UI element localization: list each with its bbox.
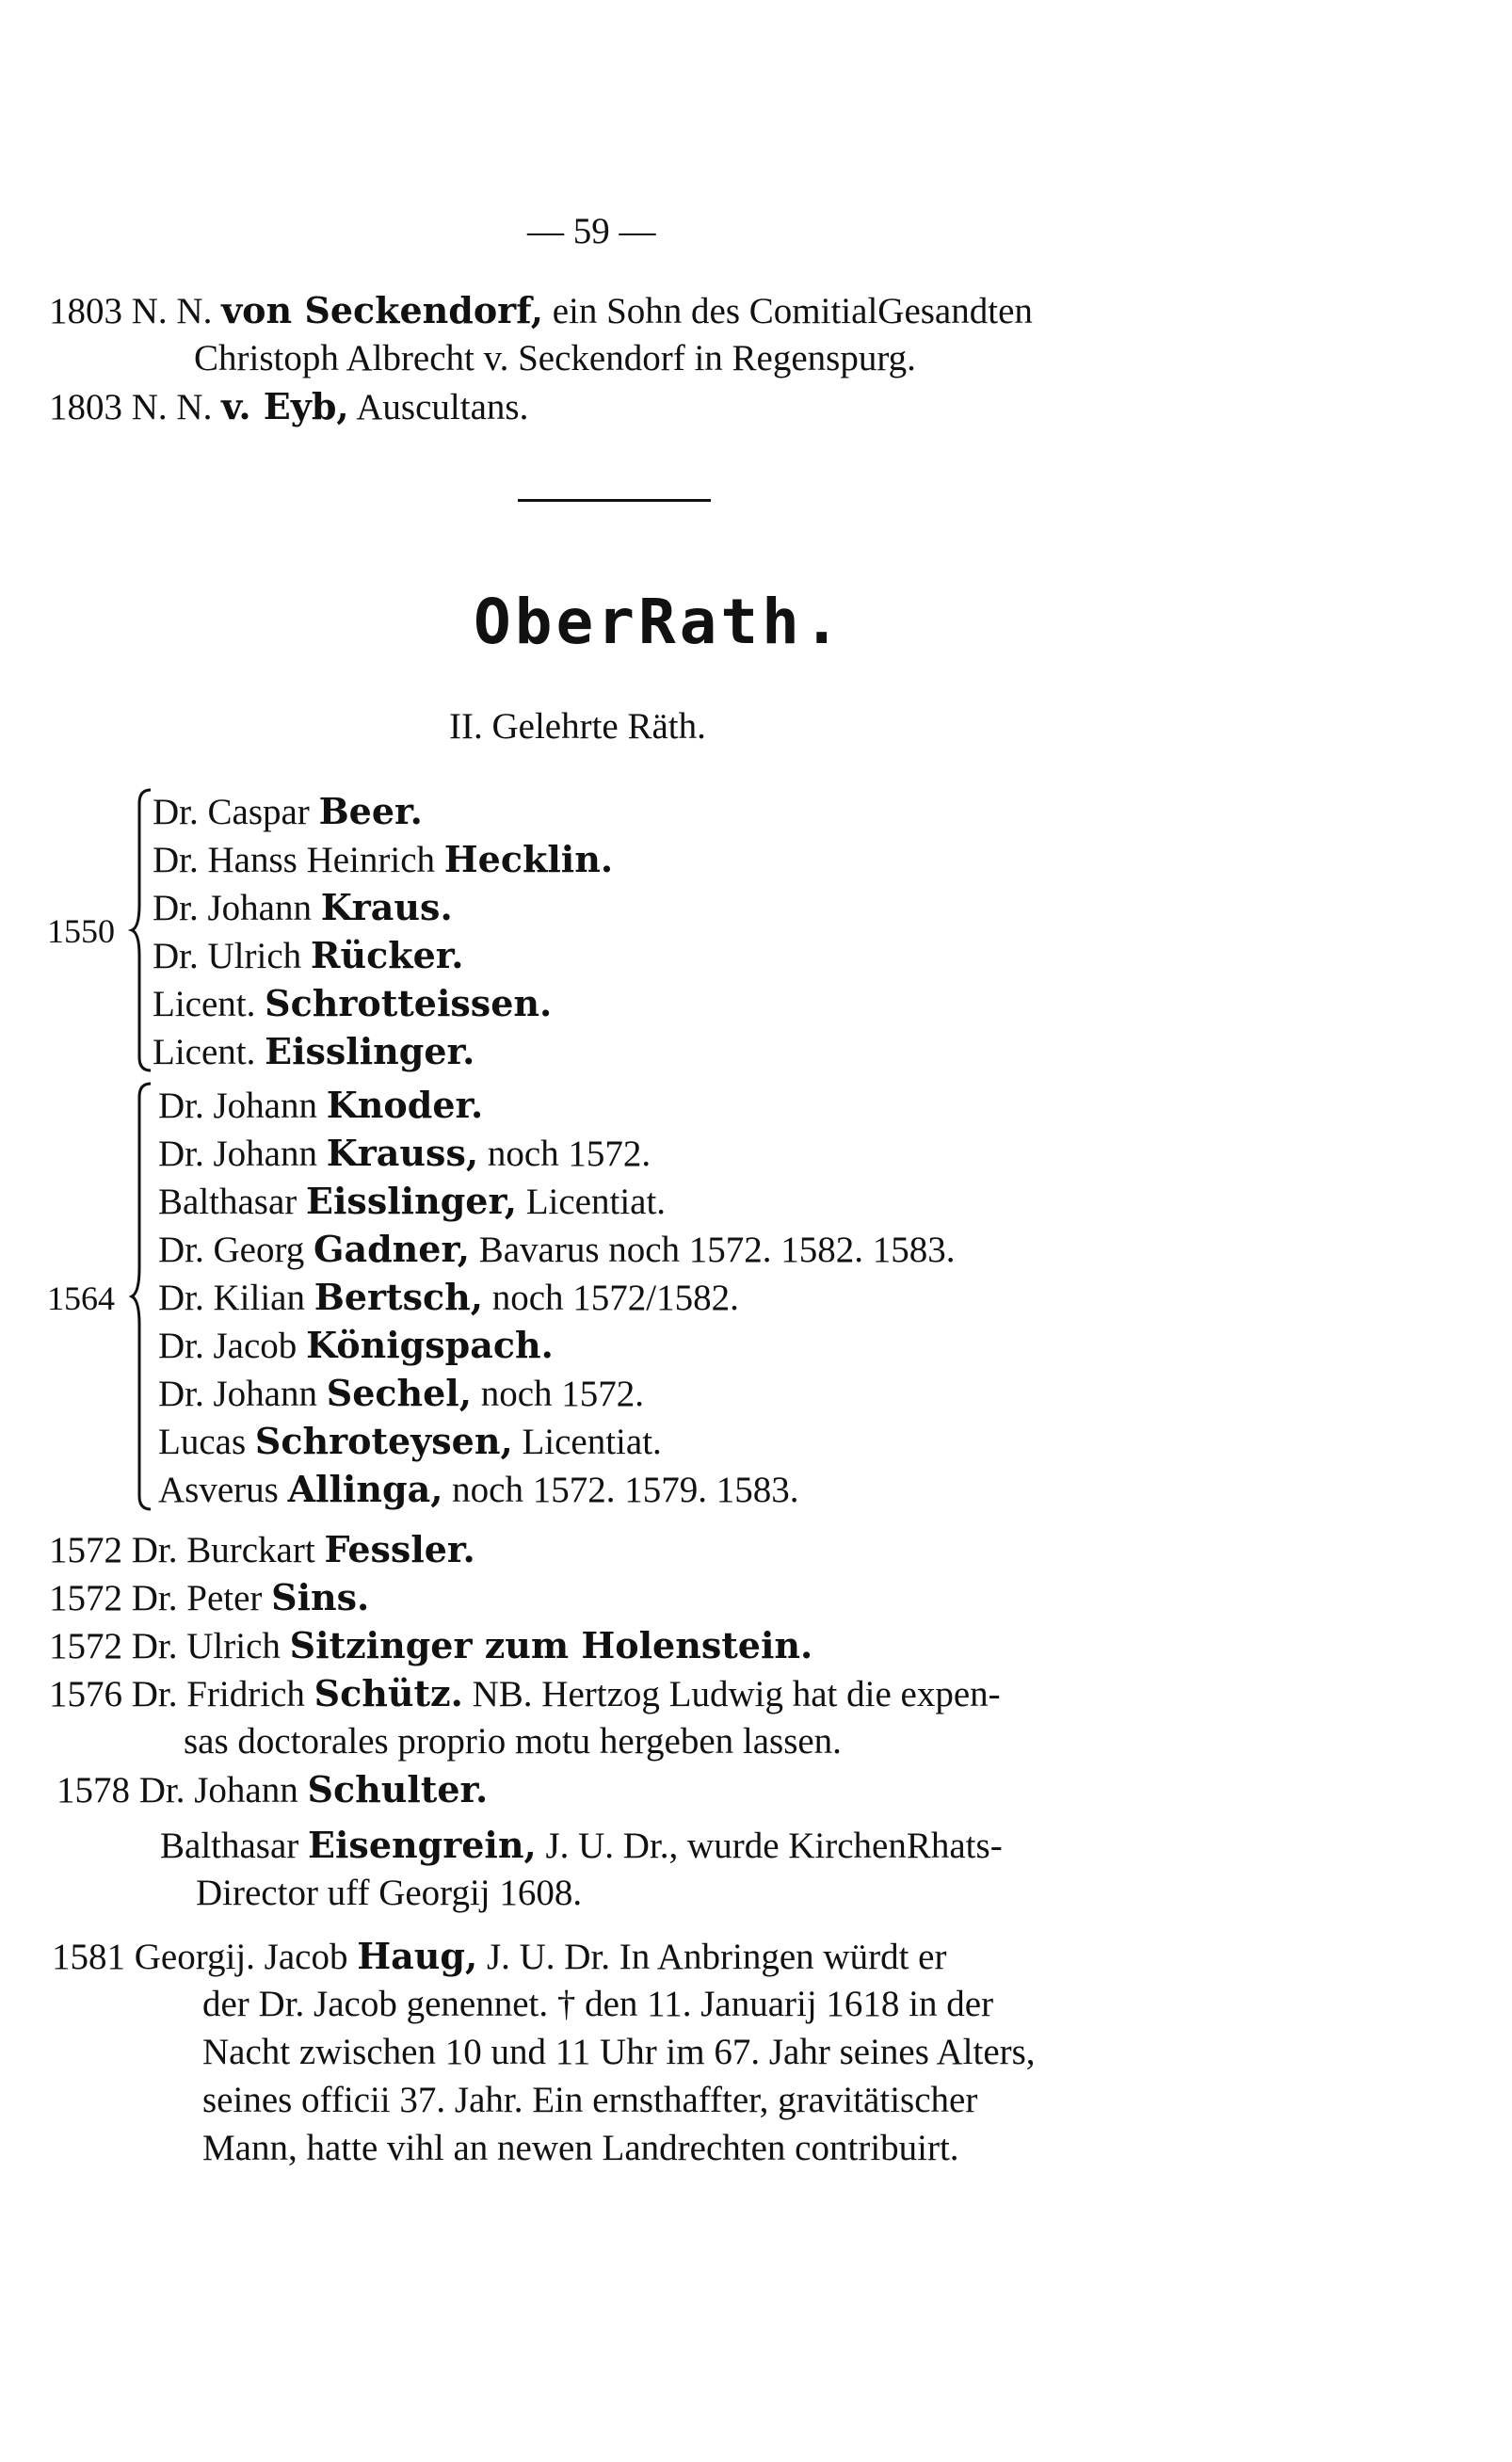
list-item: Lucas Schroteysen, Licentiat. (158, 1420, 662, 1462)
entry-name: v. Eyb, (221, 385, 349, 427)
entry-eyb (49, 384, 528, 430)
entry-seckendorf (49, 288, 1033, 334)
entry-name: von Seckendorf, (221, 289, 543, 331)
list-item: Dr. Jacob Königspach. (158, 1324, 554, 1366)
entry-haug: 1581 Georgij. Jacob Haug, J. U. Dr. In Anbringen würdt er (52, 1935, 947, 1977)
entry-continuation: Director uff Georgij 1608. (196, 1873, 583, 1913)
list-item: Dr. Georg Gadner, Bavarus noch 1572. 1582. 1583. (158, 1228, 956, 1270)
entry-year: 1803 (49, 291, 122, 331)
brace-1550 (130, 786, 153, 1078)
list-item: Dr. Johann Krauss, noch 1572. (158, 1132, 651, 1174)
list-item: Dr. Ulrich Rücker. (153, 934, 464, 976)
paragraph-line: der Dr. Jacob genennet. † den 11. Januarij 1618 in der (202, 1984, 994, 2024)
list-item: Licent. Schrotteissen. (153, 982, 553, 1024)
list-item: 1572 Dr. Ulrich Sitzinger zum Holenstein. (49, 1624, 813, 1666)
entry-prefix: N. N. (131, 291, 213, 331)
list-item: Dr. Caspar Beer. (153, 790, 423, 832)
list-item: 1578 Dr. Johann Schulter. (56, 1768, 489, 1810)
paragraph-line: Mann, hatte vihl an newen Landrechten contribuirt. (202, 2128, 959, 2168)
list-item: Dr. Johann Kraus. (153, 886, 453, 928)
entry-rest: Auscultans. (356, 387, 529, 427)
section-title: OberRath. (474, 586, 844, 658)
list-item: Dr. Johann Sechel, noch 1572. (158, 1372, 645, 1414)
list-item: 1576 Dr. Fridrich Schütz. NB. Hertzog Ludwig hat die expen- (49, 1672, 1001, 1714)
brace-1564 (130, 1080, 153, 1517)
entry-eisengrein: Balthasar Eisengrein, J. U. Dr., wurde KirchenRhats- (160, 1824, 1003, 1866)
entry-rest: ein Sohn des ComitialGesandten (552, 291, 1033, 331)
separator-rule (518, 499, 711, 502)
list-item: Balthasar Eisslinger, Licentiat. (158, 1180, 667, 1222)
list-item: Asverus Allinga, noch 1572. 1579. 1583. (158, 1468, 799, 1510)
section-subtitle: II. Gelehrte Räth. (449, 706, 706, 747)
list-item: Dr. Johann Knoder. (158, 1084, 484, 1126)
entry-year: 1803 (49, 387, 122, 427)
list-item: 1572 Dr. Peter Sins. (49, 1576, 370, 1618)
list-item: 1572 Dr. Burckart Fessler. (49, 1528, 475, 1570)
page-number: — 59 — (527, 211, 656, 251)
paragraph-line: Nacht zwischen 10 und 11 Uhr im 67. Jahr seines Alters, (202, 2032, 1036, 2072)
list-item: Dr. Hanss Heinrich Hecklin. (153, 838, 614, 880)
entry-continuation: sas doctorales proprio motu hergeben lassen. (184, 1721, 842, 1762)
entry-prefix: N. N. (131, 387, 213, 427)
list-item: Dr. Kilian Bertsch, noch 1572/1582. (158, 1276, 739, 1318)
paragraph-line: seines officii 37. Jahr. Ein ernsthaffter, gravitätischer (202, 2080, 978, 2120)
entry-continuation: Christoph Albrecht v. Seckendorf in Regenspurg. (194, 338, 916, 378)
group-year-1550: 1550 (47, 912, 115, 950)
group-year-1564: 1564 (47, 1279, 115, 1317)
list-item: Licent. Eisslinger. (153, 1030, 475, 1072)
